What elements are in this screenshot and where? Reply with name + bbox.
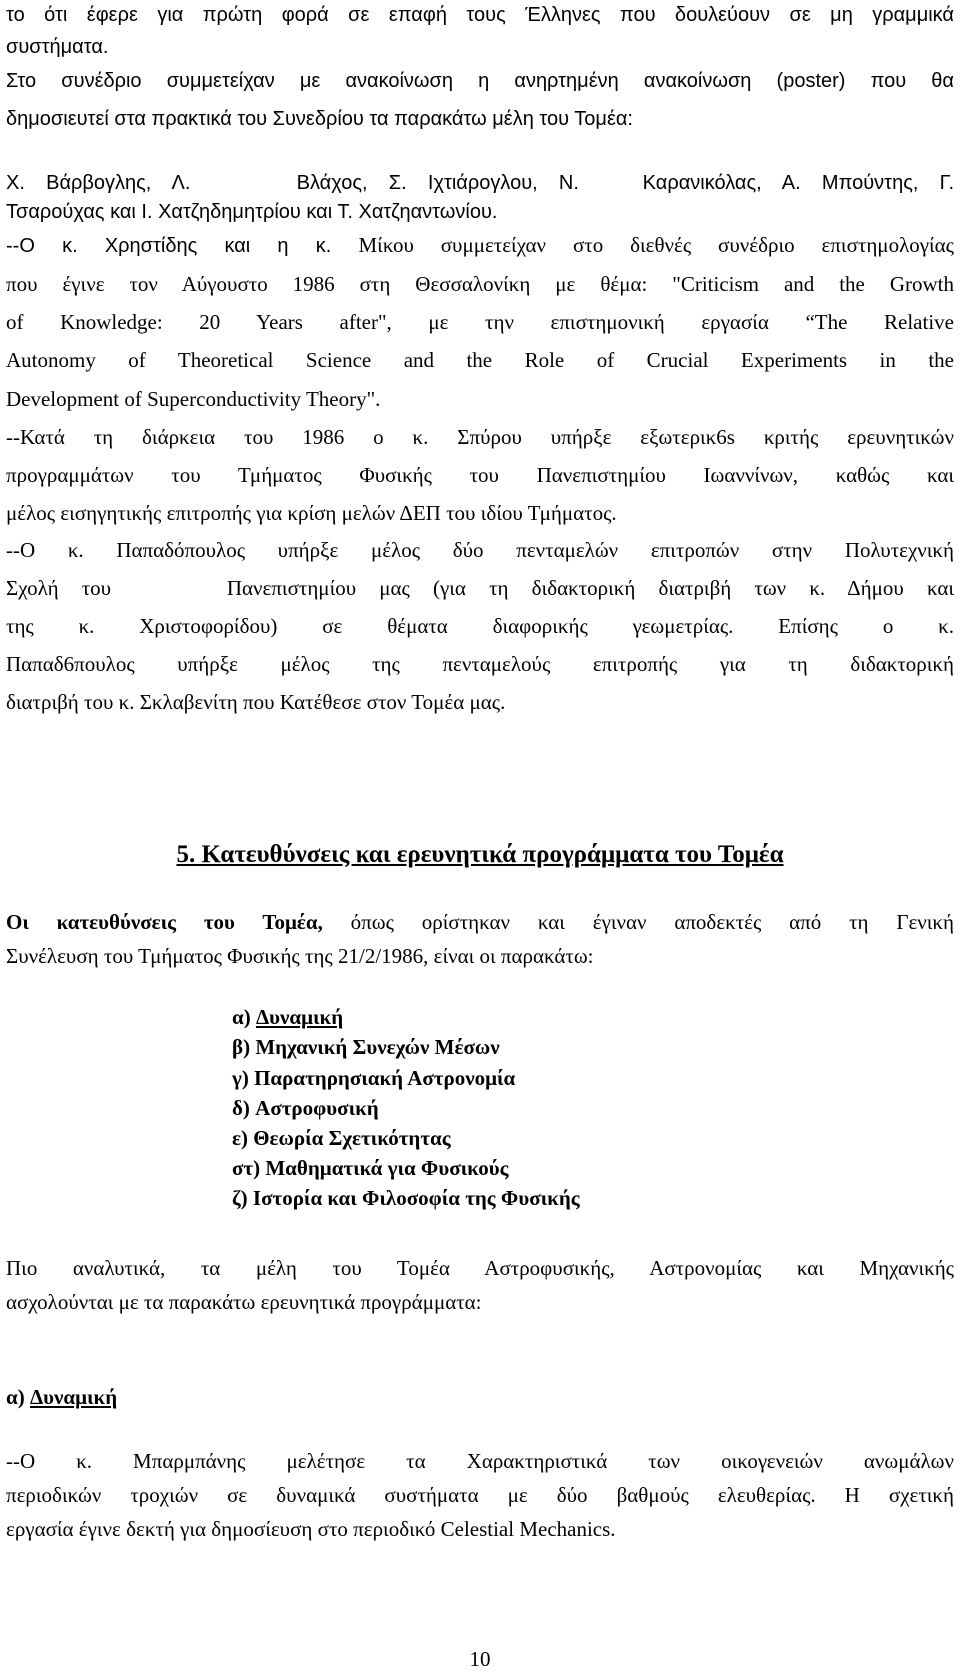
conference-line-1a: --Ο κ. Χρηστίδης και η κ. Μίκου συμμετείχαν στο διεθνές συνέδριο επιστημολογίας — [6, 233, 954, 257]
direction-item: ζ) Ιστορία και Φιλοσοφία της Φυσικής — [232, 1186, 580, 1210]
document-page — [6, 0, 954, 1678]
conference-line-2: που έγινε τον Αύγουστο 1986 στη Θεσσαλονίκη με θέμα: "Criticism and the Growth — [6, 272, 954, 296]
papadopoulos-line-1: --Ο κ. Παπαδόπουλος υπήρξε μέλος δύο πενταμελών επιτροπών στην Πολυτεχνική — [6, 538, 954, 562]
direction-item: γ) Παρατηρησιακή Αστρονομία — [232, 1066, 516, 1090]
section-lead-line-2: Συνέλευση του Τμήματος Φυσικής της 21/2/1986, είναι οι παρακάτω: — [6, 944, 594, 968]
page-number: 10 — [469, 1647, 491, 1671]
papadopoulos-line-2: Σχολή του Πανεπιστημίου μας (για τη διδακτορική διατριβή των κ. Δήμου και — [6, 576, 954, 600]
intro-line-2: συστήματα. — [6, 36, 109, 58]
conference-line-5: Development of Superconductivity Theory". — [6, 387, 381, 411]
subsection-line-3: εργασία έγινε δεκτή για δημοσίευση στο περιοδικό Celestial Mechanics. — [6, 1517, 616, 1541]
member-list-line-1: Χ. Βάρβογλης, Λ. Βλάχος, Σ. Ιχτιάρογλου, Ν. Καρανικόλας, Α. Μπούντης, Γ. — [6, 172, 954, 194]
analysis-line-2: ασχολούνται με τα παρακάτω ερευνητικά προγράμματα: — [6, 1290, 482, 1314]
section-heading-text: 5. Κατευθύνσεις και ερευνητικά προγράμματα του Τομέα — [176, 841, 784, 868]
direction-item: στ) Μαθηματικά για Φυσικούς — [232, 1156, 509, 1180]
subsection-line-2: περιοδικών τροχιών σε δυναμικά συστήματα με δύο βαθμούς ελευθερίας. Η σχετική — [6, 1483, 954, 1507]
section-lead-rest: όπως ορίστηκαν και έγιναν αποδεκτές από τη Γενική — [322, 910, 955, 934]
direction-item: δ) Αστροφυσική — [232, 1096, 379, 1120]
subsection-title: α) Δυναμική — [6, 1385, 118, 1409]
conference-line-4: Autonomy of Theoretical Science and the Role of Crucial Experiments in the — [6, 348, 954, 372]
conference-line-3: of Knowledge: 20 Years after", με την επιστημονική εργασία “The Relative — [6, 310, 954, 334]
section-heading — [6, 840, 954, 870]
spyrou-line-1: --Κατά τη διάρκεια του 1986 ο κ. Σπύρου υπήρξε εξωτερικ6s κριτής ερευνητικών — [6, 425, 954, 449]
papadopoulos-line-5: διατριβή του κ. Σκλαβενίτη που Κατέθεσε στον Τομέα μας. — [6, 690, 506, 714]
member-list-line-2: Τσαρούχας και Ι. Χατζηδημητρίου και Τ. Χατζηαντωνίου. — [6, 201, 498, 223]
subsection-line-1: --Ο κ. Μπαρμπάνης μελέτησε τα Χαρακτηριστικά των οικογενειών ανωμάλων — [6, 1449, 954, 1473]
intro-line-3: Στο συνέδριο συμμετείχαν με ανακοίνωση η ανηρτημένη ανακοίνωση (poster) που θα — [6, 70, 954, 92]
spyrou-line-3: μέλος εισηγητικής επιτροπής για κρίση μελών ΔΕΠ του ιδίου Τμήματος. — [6, 501, 617, 525]
direction-item: α) Δυναμική — [232, 1005, 344, 1029]
papadopoulos-line-4: Παπαδ6πουλος υπήρξε μέλος της πενταμελούς επιτροπής για τη διδακτορική — [6, 652, 954, 676]
direction-item: ε) Θεωρία Σχετικότητας — [232, 1126, 451, 1150]
section-lead-bold: Οι κατευθύνσεις του Τομέα, — [6, 910, 323, 934]
spyrou-line-2: προγραμμάτων του Τμήματος Φυσικής του Πανεπιστημίου Ιωαννίνων, καθώς και — [6, 463, 954, 487]
intro-line-1: το ότι έφερε για πρώτη φορά σε επαφή τους Έλληνες που δουλεύουν σε μη γραμμικά — [6, 4, 954, 26]
intro-line-4: δημοσιευτεί στα πρακτικά του Συνεδρίου τα παρακάτω μέλη του Τομέα: — [6, 108, 633, 130]
section-lead-line-1 — [6, 909, 954, 935]
direction-item: β) Μηχανική Συνεχών Μέσων — [232, 1035, 500, 1059]
papadopoulos-line-3: της κ. Χριστοφορίδου) σε θέματα διαφορικής γεωμετρίας. Επίσης ο κ. — [6, 614, 954, 638]
analysis-line-1: Πιο αναλυτικά, τα μέλη του Τομέα Αστροφυσικής, Αστρονομίας και Μηχανικής — [6, 1256, 954, 1280]
